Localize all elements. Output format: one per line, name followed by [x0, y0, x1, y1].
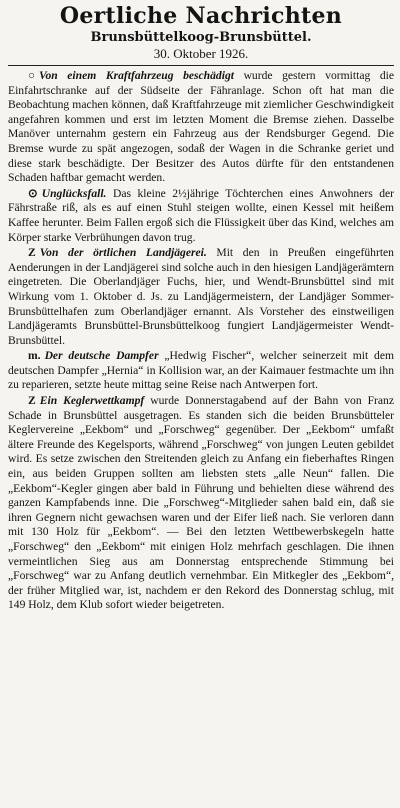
article-marker: ⊙	[28, 186, 38, 200]
divider	[8, 65, 394, 66]
article-headline: Unglücksfall.	[41, 186, 107, 200]
article-marker: ○	[28, 69, 36, 82]
article-body: Das kleine 2½jährige Töchterchen eines Anwohners der Fährstraße riß, als es auf einen Stuhl steigen wollte, einen Kessel mit heißem Kaffee herunter. Beim Fallen ergoß sich die Flüssigkeit über das Kind, welches am Körper starke Verbrühungen davon trug.	[8, 186, 394, 244]
masthead	[8, 4, 394, 62]
article-body-continued: — Bei den letzten Wettbewerbskegeln hatte „Forschweg“ den „Eekbom“ mit einigen Holz mehrfach geschlagen. Die ihnen vermeintlichen Sieg aus am Donnerstag entsprechende Stimmung bei „Forschweg“ war zu Anfang deutlich vernehmbar. Ein Mitkegler des „Eekbom“, der früher Mitglied war, ist, nachdem er den Rekord des Donnerstag schlug, mit 149 Holz, dem Klub sofort wieder beigetreten.	[8, 525, 395, 612]
article-headline: Von einem Kraftfahrzeug beschädigt	[39, 69, 234, 82]
article-vehicle-damage	[8, 69, 394, 186]
article-marker: Z	[28, 246, 36, 260]
article-body: wurde Donnerstagabend auf der Bahn von Franz Schade in Brunsbüttel ausgetragen. Es standen sich die beiden Brunsbütteler Keglervereine „Eekbom“ und „Forschweg“ gegenüber. Der „Eekbom“ umfaßt ältere Freunde des Kegelsports, während „Forschweg“ von jungen Leuten gebildet wird. Es setze zwischen den Streitenden gleich zu Anfang ein fieberhaftes Ringen ein, aus beiden Gruppen sollten am liebsten stets „alle Neun“ fallen. Die „Eekbom“-Kegler gingen aber bald in Führung und behielten diese während des ganzen Kampfabends inne. Die „Forschweg“-Mitglieder sahen bald ein, daß sie ihren Gegnern nicht gewachsen waren und der Eifer ließ nach. Sie verloren dann mit 130 Holz für „Eekbom“.	[8, 394, 394, 539]
article-accident	[8, 187, 394, 245]
article-marker: Z	[28, 394, 36, 408]
article-paragraph	[8, 69, 394, 186]
article-body: wurde gestern vormittag die Einfahrtschranke auf der Südseite der Fähranlage. Schon oft hat man die Beobachtung machen können, daß Kraftfahrzeuge mit ziemlicher Geschwindigkeit angefahren kommen und erst im letzten Moment die Bremse ziehen. Dasselbe Manöver unternahm gestern ein Fahrzeug aus der Rendsburger Gegend. Die Bremse wurde zu spät angezogen, sodaß der Wagen in die Schranke geriet und diese stark beschädigte. Der Besitzer des Autos dürfte für den entstandenen Schaden haftbar gemacht werden.	[8, 69, 395, 185]
article-marker: m.	[28, 349, 41, 363]
page-title: Oertliche Nachrichten	[59, 3, 343, 29]
article-bowling	[8, 394, 394, 613]
article-body: Mit den in Preußen eingeführten Aenderungen in der Landjägerei sind solche auch in den hiesigen Landjägerämtern eingetreten. Die Oberlandjäger Fuchs, hier, und Wendt-Brunsbüttel sind mit Wirkung vom 1. Oktober d. Js. zu Landjägermeistern, der Landjäger Sommer-Brunsbüttelhafen zum Oberlandjäger ernannt. Als Vorsteher des einstweiligen Landjägeramts Brunsbüttel-Brunsbüttelkoog fungiert Landjägermeister Wendt-Brunsbüttel.	[8, 246, 394, 347]
article-headline: Der deutsche Dampfer	[44, 349, 159, 363]
article-headline: Von der örtlichen Landjägerei.	[39, 246, 207, 260]
article-steamer	[8, 349, 394, 393]
article-landjaegerei	[8, 246, 394, 348]
article-paragraph	[8, 394, 394, 613]
article-paragraph	[8, 246, 394, 348]
article-headline: Ein Keglerwettkampf	[39, 394, 145, 408]
page-subtitle: Brunsbüttelkoog-Brunsbüttel.	[90, 30, 312, 45]
issue-date: 30. Oktober 1926.	[153, 46, 249, 61]
article-body: „Hedwig Fischer“, welcher seinerzeit mit dem deutschen Dampfer „Hernia“ in Kollision war, an der Kaimauer festmachte um ihn zu reparieren, setzte heute mittag seine Reise nach Antwerpen fort.	[8, 349, 394, 392]
article-paragraph	[8, 187, 394, 245]
article-paragraph	[8, 349, 394, 393]
